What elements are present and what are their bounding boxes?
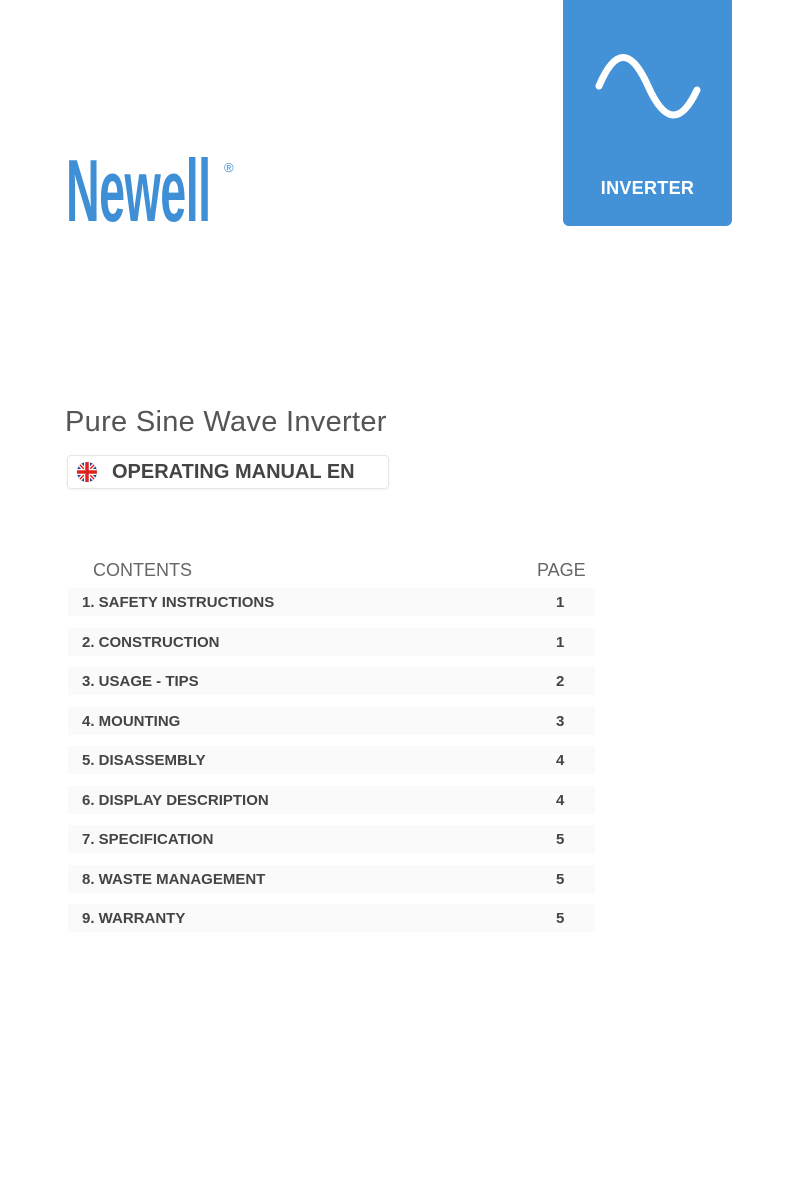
badge-label: INVERTER (600, 178, 695, 198)
toc-row[interactable] (68, 746, 595, 774)
toc-item-label: 3. USAGE - TIPS (82, 673, 199, 690)
toc-item-label: 1. SAFETY INSTRUCTIONS (82, 594, 275, 611)
uk-flag-icon (77, 462, 97, 482)
toc-row[interactable] (68, 865, 595, 893)
toc-item-label: 2. CONSTRUCTION (82, 633, 220, 651)
registered-mark: ® (224, 160, 234, 175)
toc-item-label: 5. DISASSEMBLY (82, 752, 206, 769)
toc-item-label: 4. MOUNTING (82, 712, 181, 730)
toc-item-page: 3 (556, 712, 565, 730)
document-title: Pure Sine Wave Inverter (65, 406, 387, 438)
contents-heading: CONTENTS (93, 560, 192, 580)
toc-row[interactable] (68, 707, 595, 735)
toc-row[interactable] (68, 825, 595, 853)
toc-row[interactable] (68, 628, 595, 656)
toc-item-label: 9. WARRANTY (82, 910, 186, 927)
toc-item-page: 1 (556, 633, 565, 651)
toc-item-page: 4 (556, 752, 565, 769)
toc-row[interactable] (68, 667, 595, 695)
toc-row[interactable] (68, 904, 595, 932)
toc-item-page: 5 (556, 870, 565, 888)
toc-item-page: 1 (556, 594, 565, 611)
toc-item-page: 5 (556, 831, 565, 848)
toc-item-label: 7. SPECIFICATION (82, 831, 214, 848)
toc-row[interactable] (68, 588, 595, 616)
page-heading: PAGE (537, 560, 586, 580)
operating-manual-label (67, 455, 389, 489)
toc-item-page: 4 (556, 791, 565, 809)
sine-wave-icon (593, 52, 703, 124)
manual-label: OPERATING MANUAL EN (112, 461, 355, 483)
newell-logo: Newell (66, 141, 211, 240)
toc-item-page: 2 (556, 673, 565, 690)
toc-row[interactable] (68, 786, 595, 814)
toc-item-page: 5 (556, 910, 565, 927)
inverter-badge (563, 0, 732, 226)
toc-item-label: 8. WASTE MANAGEMENT (82, 870, 266, 888)
toc-item-label: 6. DISPLAY DESCRIPTION (82, 791, 269, 809)
